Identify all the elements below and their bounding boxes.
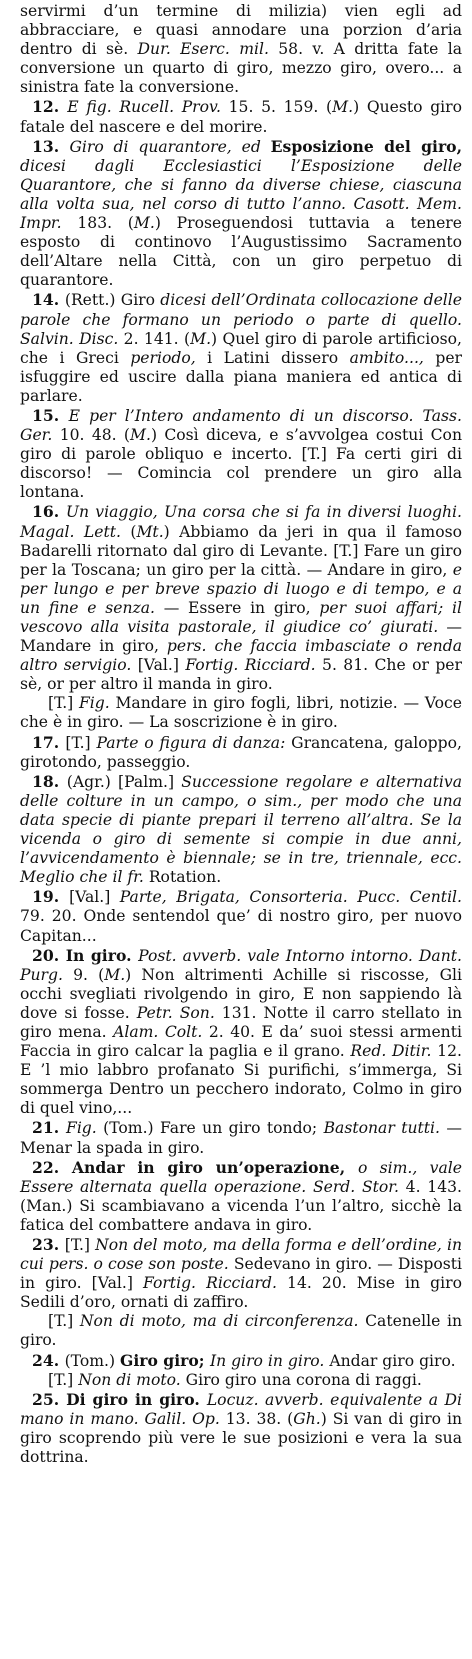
run: per isfuggire ed uscire dalla piana maniera ed antica di parlare. [20, 348, 463, 405]
run: e per lungo e per breve spazio di luogo e di tempo, e a un fine e senza. [20, 560, 462, 617]
run: Mandare in giro fogli, libri, notizie. — Voce che è in giro. — La soscrizione è in giro. [20, 694, 462, 732]
entry-number: 20. [32, 945, 66, 965]
run: Gh. [293, 1409, 321, 1428]
run: Dur. Eserc. mil. [137, 40, 269, 59]
entry-number: 16. [32, 502, 66, 522]
run: pers. che faccia imbasciate o renda altro servigio. [20, 637, 462, 675]
run: M. [104, 965, 126, 984]
run: ) Si van di giro in giro scoprendo più vere le sue posizioni e vera la sua dottrina. [20, 1409, 463, 1467]
run: Esposizione del giro, [270, 136, 462, 156]
run: Giro giro una corona di raggi. [180, 1370, 422, 1389]
run: 4. 143. (Man.) Si scambiavano a vicenda l’un l’altro, sicchè la fatica del combattere andava in giro. [20, 1177, 462, 1234]
entry-number: 18. [32, 771, 67, 791]
run: (Tom.) Fare un giro tondo; [96, 1119, 324, 1138]
entry-number: 12. [32, 97, 68, 117]
run: [Val.] [69, 888, 120, 907]
entry-number: 25. [32, 1389, 67, 1409]
run: Non di moto. [78, 1370, 181, 1389]
run: Petr. Son. [136, 1003, 215, 1022]
run: ) Abbiamo da jeri in qua il famoso Badarelli ritornato dal giro di Levante. [T.] Fare un giro per la Toscana; un giro per la città. — Andare in giro, [20, 522, 462, 579]
run: o sim., vale Essere alternata quella operazione. Serd. Stor. [20, 1158, 462, 1196]
run: ) Non altrimenti Achille si riscosse, Gli occhi svegliati rivolgendo in giro, E non sappiendo là dove si fosse. [20, 965, 462, 1022]
run: Sedevano in giro. — Disposti in giro. [Val.] [20, 1255, 463, 1293]
entry-20 [20, 946, 462, 1119]
entry-number: 14. [32, 290, 65, 310]
run: 79. 20. Onde sentendol que’ di nostro giro, per nuovo Capitan... [20, 907, 462, 945]
run: 9. ( [62, 965, 105, 984]
run: dicesi dagli Ecclesiastici l’Esposizione delle Quarantore, che si fanno da diverse chiese, ciascuna alla volta sua, nel corso di tutto l’anno. Casott. Mem. Impr. [20, 156, 462, 233]
entry-continuation [20, 2, 462, 97]
entry-17 [20, 733, 462, 772]
run: 12. E ’l mio labbro profanato Si purifichi, s’immerga, Si sommerga Dentro un pecchero indorato, Colmo in giro di quel vino,... [20, 1042, 462, 1118]
run: 14. 20. Mise in giro Sedili d’oro, ornati di zaffiro. [20, 1274, 462, 1312]
run: Di giro in giro. [66, 1389, 207, 1409]
entry-12 [20, 97, 462, 136]
run: Alam. Colt. [113, 1022, 203, 1041]
run: M. [190, 329, 212, 348]
run: Non del moto, ma della forma e dell’ordine, in cui pers. o cose son poste. [20, 1236, 462, 1274]
run: (Rett.) Giro [64, 291, 161, 310]
run: Andar in giro un’operazione, [71, 1157, 358, 1177]
run: 183. ( [61, 214, 134, 233]
entry-number: 24. [32, 1350, 65, 1370]
run: Grancatena, galoppo, girotondo, passeggio. [20, 733, 462, 771]
run: Catenelle in giro. [20, 1312, 462, 1350]
run: M. [332, 98, 354, 117]
run: [T.] [48, 694, 79, 713]
entry-24 [20, 1351, 462, 1371]
run: Andar giro giro. [324, 1351, 456, 1370]
run: i Latini dissero [195, 348, 350, 367]
run: ) Così diceva, e s’avvolgea costui Con giro di parole obliquo e incerto. [T.] Fa certi giri di discorso! — Comincia col prendere un giro alla lontana. [20, 426, 462, 502]
run: Fortig. Ricciard. [143, 1274, 277, 1293]
run: Giro giro; [120, 1350, 210, 1370]
run: 2. 40. E da’ suoi stessi armenti Faccia in giro calcar la paglia e il grano. [20, 1022, 462, 1061]
run: Bastonar tutti. [323, 1119, 440, 1138]
run: In giro in giro. [209, 1351, 325, 1370]
run: Non di moto, ma di circonferenza. [79, 1312, 359, 1331]
run: periodo, [130, 348, 196, 367]
entry-number: 22. [32, 1157, 72, 1177]
entry-number: 15. [32, 405, 69, 425]
run: 2. 141. ( [118, 329, 191, 348]
run: 58. v. A dritta fate la conversione un quarto di giro, mezzo giro, overo... a sinistra fate la conversione. [20, 40, 462, 97]
run: dicesi dell’Ordinata collocazione delle parole che formano un periodo o parte di quello. Salvin. Disc. [20, 291, 462, 348]
run: — Mandare in giro, [20, 618, 462, 656]
run: [T.] [48, 1370, 79, 1389]
run: ) Questo giro fatale del nascere e del morire. [20, 98, 463, 136]
run: Successione regolare e alternativa delle colture in un campo, o sim., per modo che una data specie di piante prepari il terreno all’altra. Se la vicenda o giro di semente si compie in due anni, l’avvicendamento è biennale; se in tre, triennale, ecc. Meglio che il fr. [20, 772, 463, 887]
run: M. [133, 214, 155, 233]
entry-23 [20, 1235, 462, 1312]
run: — Menar la spada in giro. [20, 1119, 462, 1157]
entry-22 [20, 1158, 462, 1235]
run: 10. 48. ( [52, 426, 131, 445]
run: servirmi d’un termine di milizia) vien egli ad abbracciare, e quasi annodare una porzion d’aria dentro di sè. [20, 2, 462, 59]
run: E per l’Intero andamento di un discorso. Tass. Ger. [20, 406, 462, 445]
entry-number: 13. [32, 136, 70, 156]
run: [T.] [48, 1312, 80, 1331]
run: 5. 81. Che or per sè, or per altro il manda in giro. [20, 656, 462, 694]
run: Fortig. Ricciard. [185, 656, 316, 675]
run: Red. Ditir. [350, 1042, 432, 1061]
entry-15 [20, 406, 462, 502]
run: per suoi affari; il vescovo alla visita pastorale, il giudice co’ giurati. [20, 598, 462, 636]
run: Giro di quarantore, ed [69, 137, 271, 156]
run: Mt. [136, 522, 164, 541]
run: 13. 38. ( [219, 1409, 294, 1428]
entry-16-addendum [20, 694, 462, 732]
entry-24-addendum [20, 1371, 462, 1390]
run: M. [130, 426, 151, 445]
run: ambito..., [349, 348, 424, 367]
entry-13 [20, 137, 462, 291]
run: — Essere in giro, [154, 598, 320, 617]
run: [T.] [65, 733, 97, 752]
run: (Agr.) [Palm.] [66, 772, 182, 791]
run: [Val.] [131, 656, 186, 675]
run: E fig. Rucell. Prov. [67, 98, 221, 117]
entry-25 [20, 1390, 462, 1467]
entry-number: 23. [32, 1235, 65, 1254]
run: ( [120, 522, 137, 541]
entry-21 [20, 1118, 462, 1157]
run: ) Quel giro di parole artificioso, che i Greci [20, 329, 462, 367]
run: In giro. [65, 945, 139, 965]
run: Parte o figura di danza: [96, 733, 286, 752]
entry-number: 19. [32, 887, 70, 907]
entry-16 [20, 502, 462, 694]
entry-23-addendum [20, 1312, 462, 1350]
run: Un viaggio, Una corsa che si fa in diversi luoghi. Magal. Lett. [20, 503, 462, 541]
entry-19 [20, 887, 462, 945]
run: Rotation. [143, 868, 222, 887]
run: 15. 5. 159. ( [220, 98, 333, 117]
run: Locuz. avverb. equivalente a Di mano in mano. Galil. Op. [20, 1390, 463, 1428]
run: Post. avverb. vale Intorno intorno. Dant. Purg. [20, 946, 462, 984]
run: Fig. [78, 694, 110, 713]
entry-14 [20, 290, 462, 406]
entry-18 [20, 772, 462, 888]
run: ) Proseguendosi tuttavia a tenere esposto di continovo l’Augustissimo Sacramento dell’Altare nella Città, con un giro perpetuo di quarantore. [20, 214, 462, 290]
run: 131. Notte il carro stellato in giro mena. [20, 1003, 462, 1041]
run: (Tom.) [64, 1351, 121, 1370]
run: [T.] [64, 1236, 96, 1254]
run: Fig. [66, 1119, 97, 1138]
entry-number: 21. [32, 1118, 66, 1138]
run: Parte, Brigata, Consorteria. Pucc. Centil. [119, 888, 462, 907]
entry-number: 17. [32, 732, 66, 752]
